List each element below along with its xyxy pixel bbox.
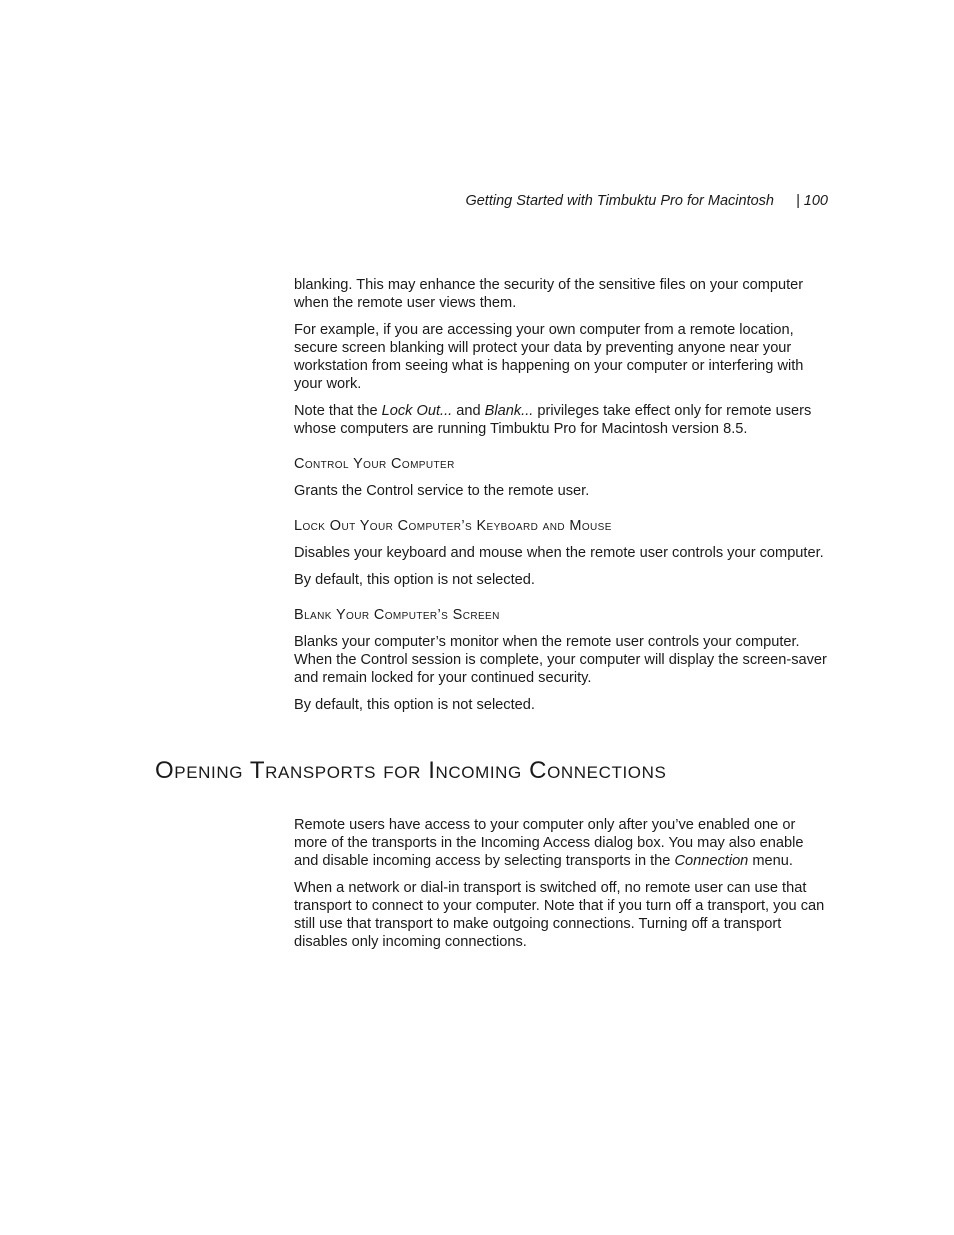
paragraph-lockout: Disables your keyboard and mouse when the remote user controls your computer. <box>294 545 824 561</box>
paragraph-transport-off: When a network or dial-in transport is switched off, no remote user can use that transport to connect to your computer. Note that if you turn off a transport, you can still use that transport to make outgoing connections. Turning off a transport disables only incoming connections. <box>294 880 825 950</box>
paragraph-example: For example, if you are accessing your own computer from a remote location, secure screen blanking will protect your data by preventing anyone near your workstation from seeing what is happening on your computer or interfering with your work. <box>294 322 804 392</box>
body-block-2 <box>294 816 830 960</box>
term-connection: Connection <box>674 853 749 869</box>
subheading-control: Control Your Computer <box>294 456 455 472</box>
section-heading: Opening Transports for Incoming Connections <box>155 757 667 784</box>
term-lock-out: Lock Out... <box>381 403 453 419</box>
subheading-lockout: Lock Out Your Computer’s Keyboard and Mouse <box>294 518 612 534</box>
running-header <box>300 191 828 211</box>
term-blank: Blank... <box>484 403 534 419</box>
paragraph-blank: Blanks your computer’s monitor when the remote user controls your computer. When the Control session is complete, your computer will display the screen-saver and remain locked for your continued security. <box>294 634 827 686</box>
paragraph-note: Note that the Lock Out... and Blank... privileges take effect only for remote users whose computers are running Timbuktu Pro for Macintosh version 8.5. <box>294 403 812 437</box>
paragraph-remote-access: Remote users have access to your computer only after you’ve enabled one or more of the transports in the Incoming Access dialog box. You may also enable and disable incoming access by selecting transports in the Connection menu. <box>294 817 804 869</box>
paragraph-lockout-default: By default, this option is not selected. <box>294 572 535 588</box>
paragraph-control: Grants the Control service to the remote user. <box>294 483 590 499</box>
page-number: | 100 <box>796 193 828 209</box>
paragraph-blanking: blanking. This may enhance the security of the sensitive files on your computer when the remote user views them. <box>294 277 804 311</box>
body-block-1 <box>294 276 830 723</box>
header-title: Getting Started with Timbuktu Pro for Macintosh <box>465 193 774 209</box>
subheading-blank: Blank Your Computer’s Screen <box>294 607 500 623</box>
paragraph-blank-default: By default, this option is not selected. <box>294 697 535 713</box>
